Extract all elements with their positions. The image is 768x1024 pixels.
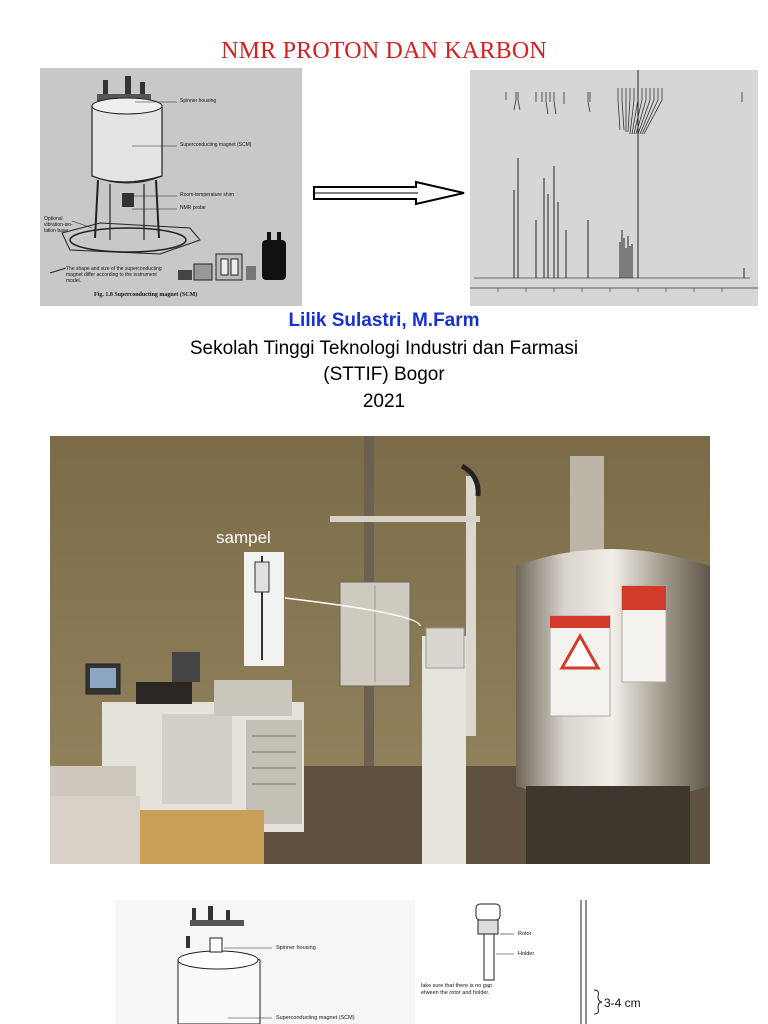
- nmr-spectrum: [470, 70, 758, 306]
- sample-label: sampel: [216, 528, 271, 547]
- bottom-note: lake sure that there is no gap etween the rotor and holder.: [421, 983, 492, 996]
- institution-location: (STTIF) Bogor: [323, 364, 445, 385]
- label-spinner-housing: Spinner housing: [180, 98, 217, 104]
- label-scm: Superconducting magnet (SCM): [180, 142, 252, 148]
- bottom-label-spinner: Spinner housing: [276, 945, 316, 951]
- label-nmr-probe: NMR probe: [180, 205, 206, 211]
- bottom-diagrams: [0, 890, 768, 1024]
- magnet-figure: [40, 68, 302, 306]
- bottom-label-scm: Superconducting magnet (SCM): [276, 1015, 355, 1021]
- bottom-label-holder: Holder: [518, 951, 535, 957]
- label-shim: Room-temperature shim: [180, 192, 234, 198]
- institution-name: Sekolah Tinggi Teknologi Industri dan Farmasi: [189, 338, 579, 359]
- year: 2021: [362, 391, 406, 412]
- author-name: Lilik Sulastri, M.Farm: [288, 310, 480, 331]
- depth-label: 3-4 cm: [604, 996, 641, 1010]
- label-base: Optional vibration-iso-lation base: [44, 216, 73, 234]
- nmr-lab-photo: [50, 436, 710, 864]
- arrow-right-icon: [312, 180, 468, 206]
- figure-caption: Fig. 1.8 Superconducting magnet (SCM): [94, 292, 198, 298]
- nmr-spectrum-figure: [470, 70, 758, 306]
- bottom-illustration: [0, 890, 768, 1024]
- magnet-note: The shape and size of the superconducting magnet differ according to the instrument model.: [66, 266, 162, 284]
- lab-photo-illustration: [50, 436, 710, 864]
- bottom-label-rotor: Rotor: [518, 931, 532, 937]
- slide-title: NMR PROTON DAN KARBON: [221, 38, 547, 64]
